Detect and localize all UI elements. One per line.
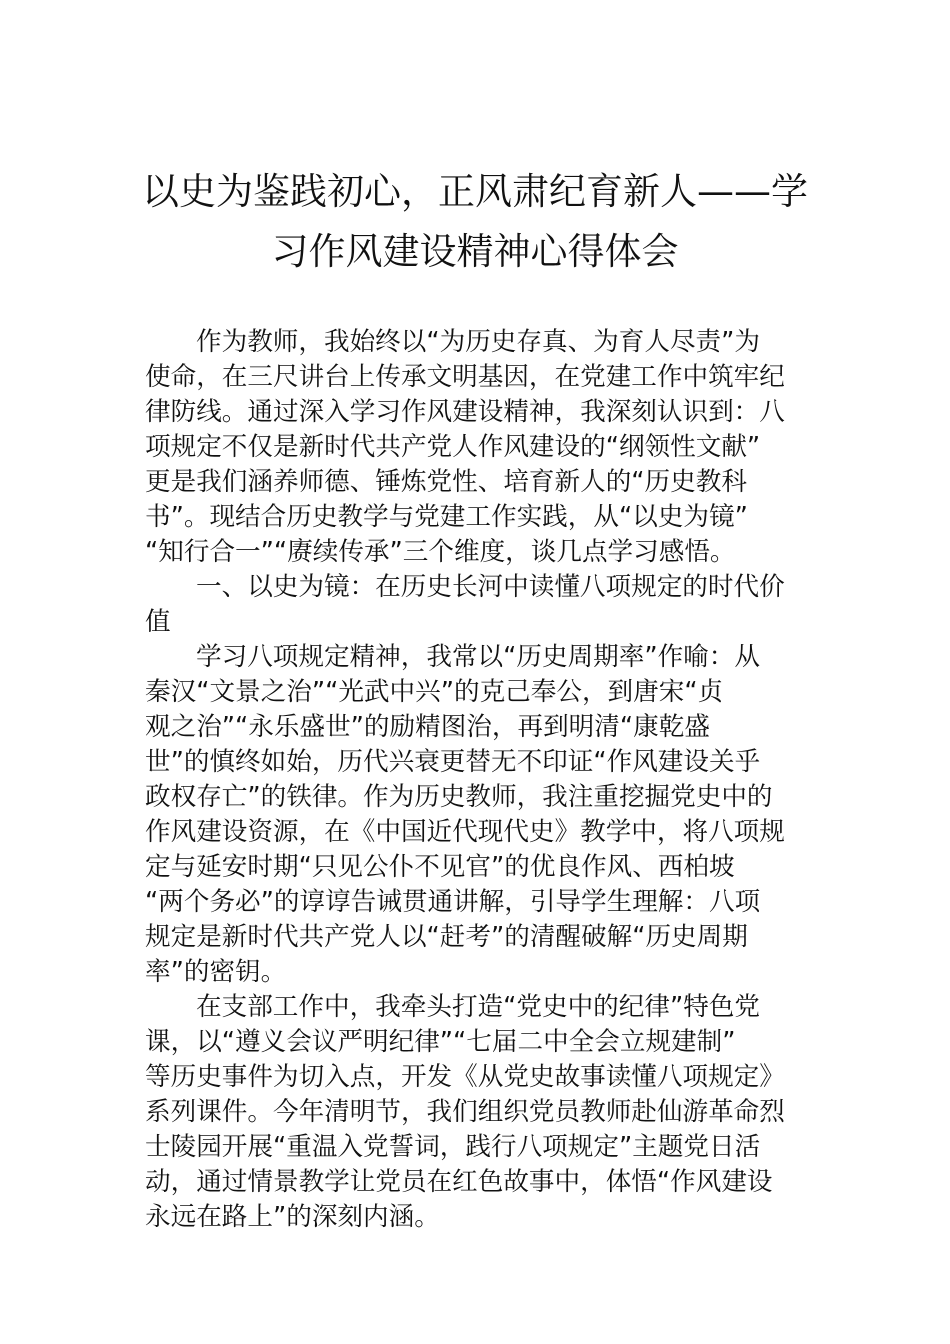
paragraph-line: 律防线。通过深入学习作风建设精神，我深刻认识到：八 bbox=[145, 397, 785, 427]
paragraph-line: 在支部工作中，我牵头打造“党史中的纪律”特色党 bbox=[196, 992, 760, 1022]
paragraph-line: 系列课件。今年清明节，我们组织党员教师赴仙游革命烈 bbox=[145, 1097, 785, 1127]
document-title bbox=[140, 162, 810, 282]
paragraph-line: 等历史事件为切入点，开发《从党史故事读懂八项规定》 bbox=[145, 1062, 785, 1092]
paragraph-line: 规定是新时代共产党人以“赶考”的清醒破解“历史周期 bbox=[145, 922, 748, 952]
paragraph-line: 使命，在三尺讲台上传承文明基因，在党建工作中筑牢纪 bbox=[145, 362, 785, 392]
paragraph-line: 课，以“遵义会议严明纪律”“七届二中全会立规建制” bbox=[145, 1027, 736, 1057]
paragraph-line: 永远在路上”的深刻内涵。 bbox=[145, 1202, 440, 1232]
paragraph-line: “知行合一”“赓续传承”三个维度，谈几点学习感悟。 bbox=[145, 537, 736, 567]
paragraph-line: 秦汉“文景之治”“光武中兴”的克己奉公，到唐宋“贞 bbox=[145, 677, 724, 707]
title-line: 以史为鉴践初心，正风肃纪育新人——学 bbox=[142, 170, 808, 213]
section-heading-line: 一、以史为镜：在历史长河中读懂八项规定的时代价 bbox=[196, 572, 785, 602]
paragraph-line: 项规定不仅是新时代共产党人作风建设的“纲领性文献” bbox=[145, 432, 761, 462]
paragraph-line: 观之治”“永乐盛世”的励精图治，再到明清“康乾盛 bbox=[145, 712, 710, 742]
paragraph-line: 更是我们涵养师德、锤炼党性、培育新人的“历史教科 bbox=[145, 467, 747, 497]
paragraph-line: 作风建设资源，在《中国近代现代史》教学中，将八项规 bbox=[145, 817, 785, 847]
paragraph-line: 学习八项规定精神，我常以“历史周期率”作喻：从 bbox=[196, 642, 760, 672]
paragraph-line: 书”。现结合历史教学与党建工作实践，从“以史为镜” bbox=[145, 502, 748, 532]
paragraph-line: 世”的慎终如始，历代兴衰更替无不印证“作风建设关乎 bbox=[145, 747, 761, 777]
paragraph-line: “两个务必”的谆谆告诫贯通讲解，引导学生理解：八项 bbox=[145, 887, 761, 917]
section-heading-line: 值 bbox=[145, 607, 171, 637]
paragraph-line: 动，通过情景教学让党员在红色故事中，体悟“作风建设 bbox=[145, 1167, 773, 1197]
title-line: 习作风建设精神心得体会 bbox=[271, 230, 679, 273]
paragraph-line: 士陵园开展“重温入党誓词，践行八项规定”主题党日活 bbox=[145, 1132, 761, 1162]
paragraph-line: 定与延安时期“只见公仆不见官”的优良作风、西柏坡 bbox=[145, 852, 735, 882]
document-body bbox=[145, 325, 807, 1235]
paragraph-line: 率”的密钥。 bbox=[145, 957, 287, 987]
paragraph-line: 政权存亡”的铁律。作为历史教师，我注重挖掘党史中的 bbox=[145, 782, 773, 812]
paragraph-line: 作为教师，我始终以“为历史存真、为育人尽责”为 bbox=[196, 327, 760, 357]
